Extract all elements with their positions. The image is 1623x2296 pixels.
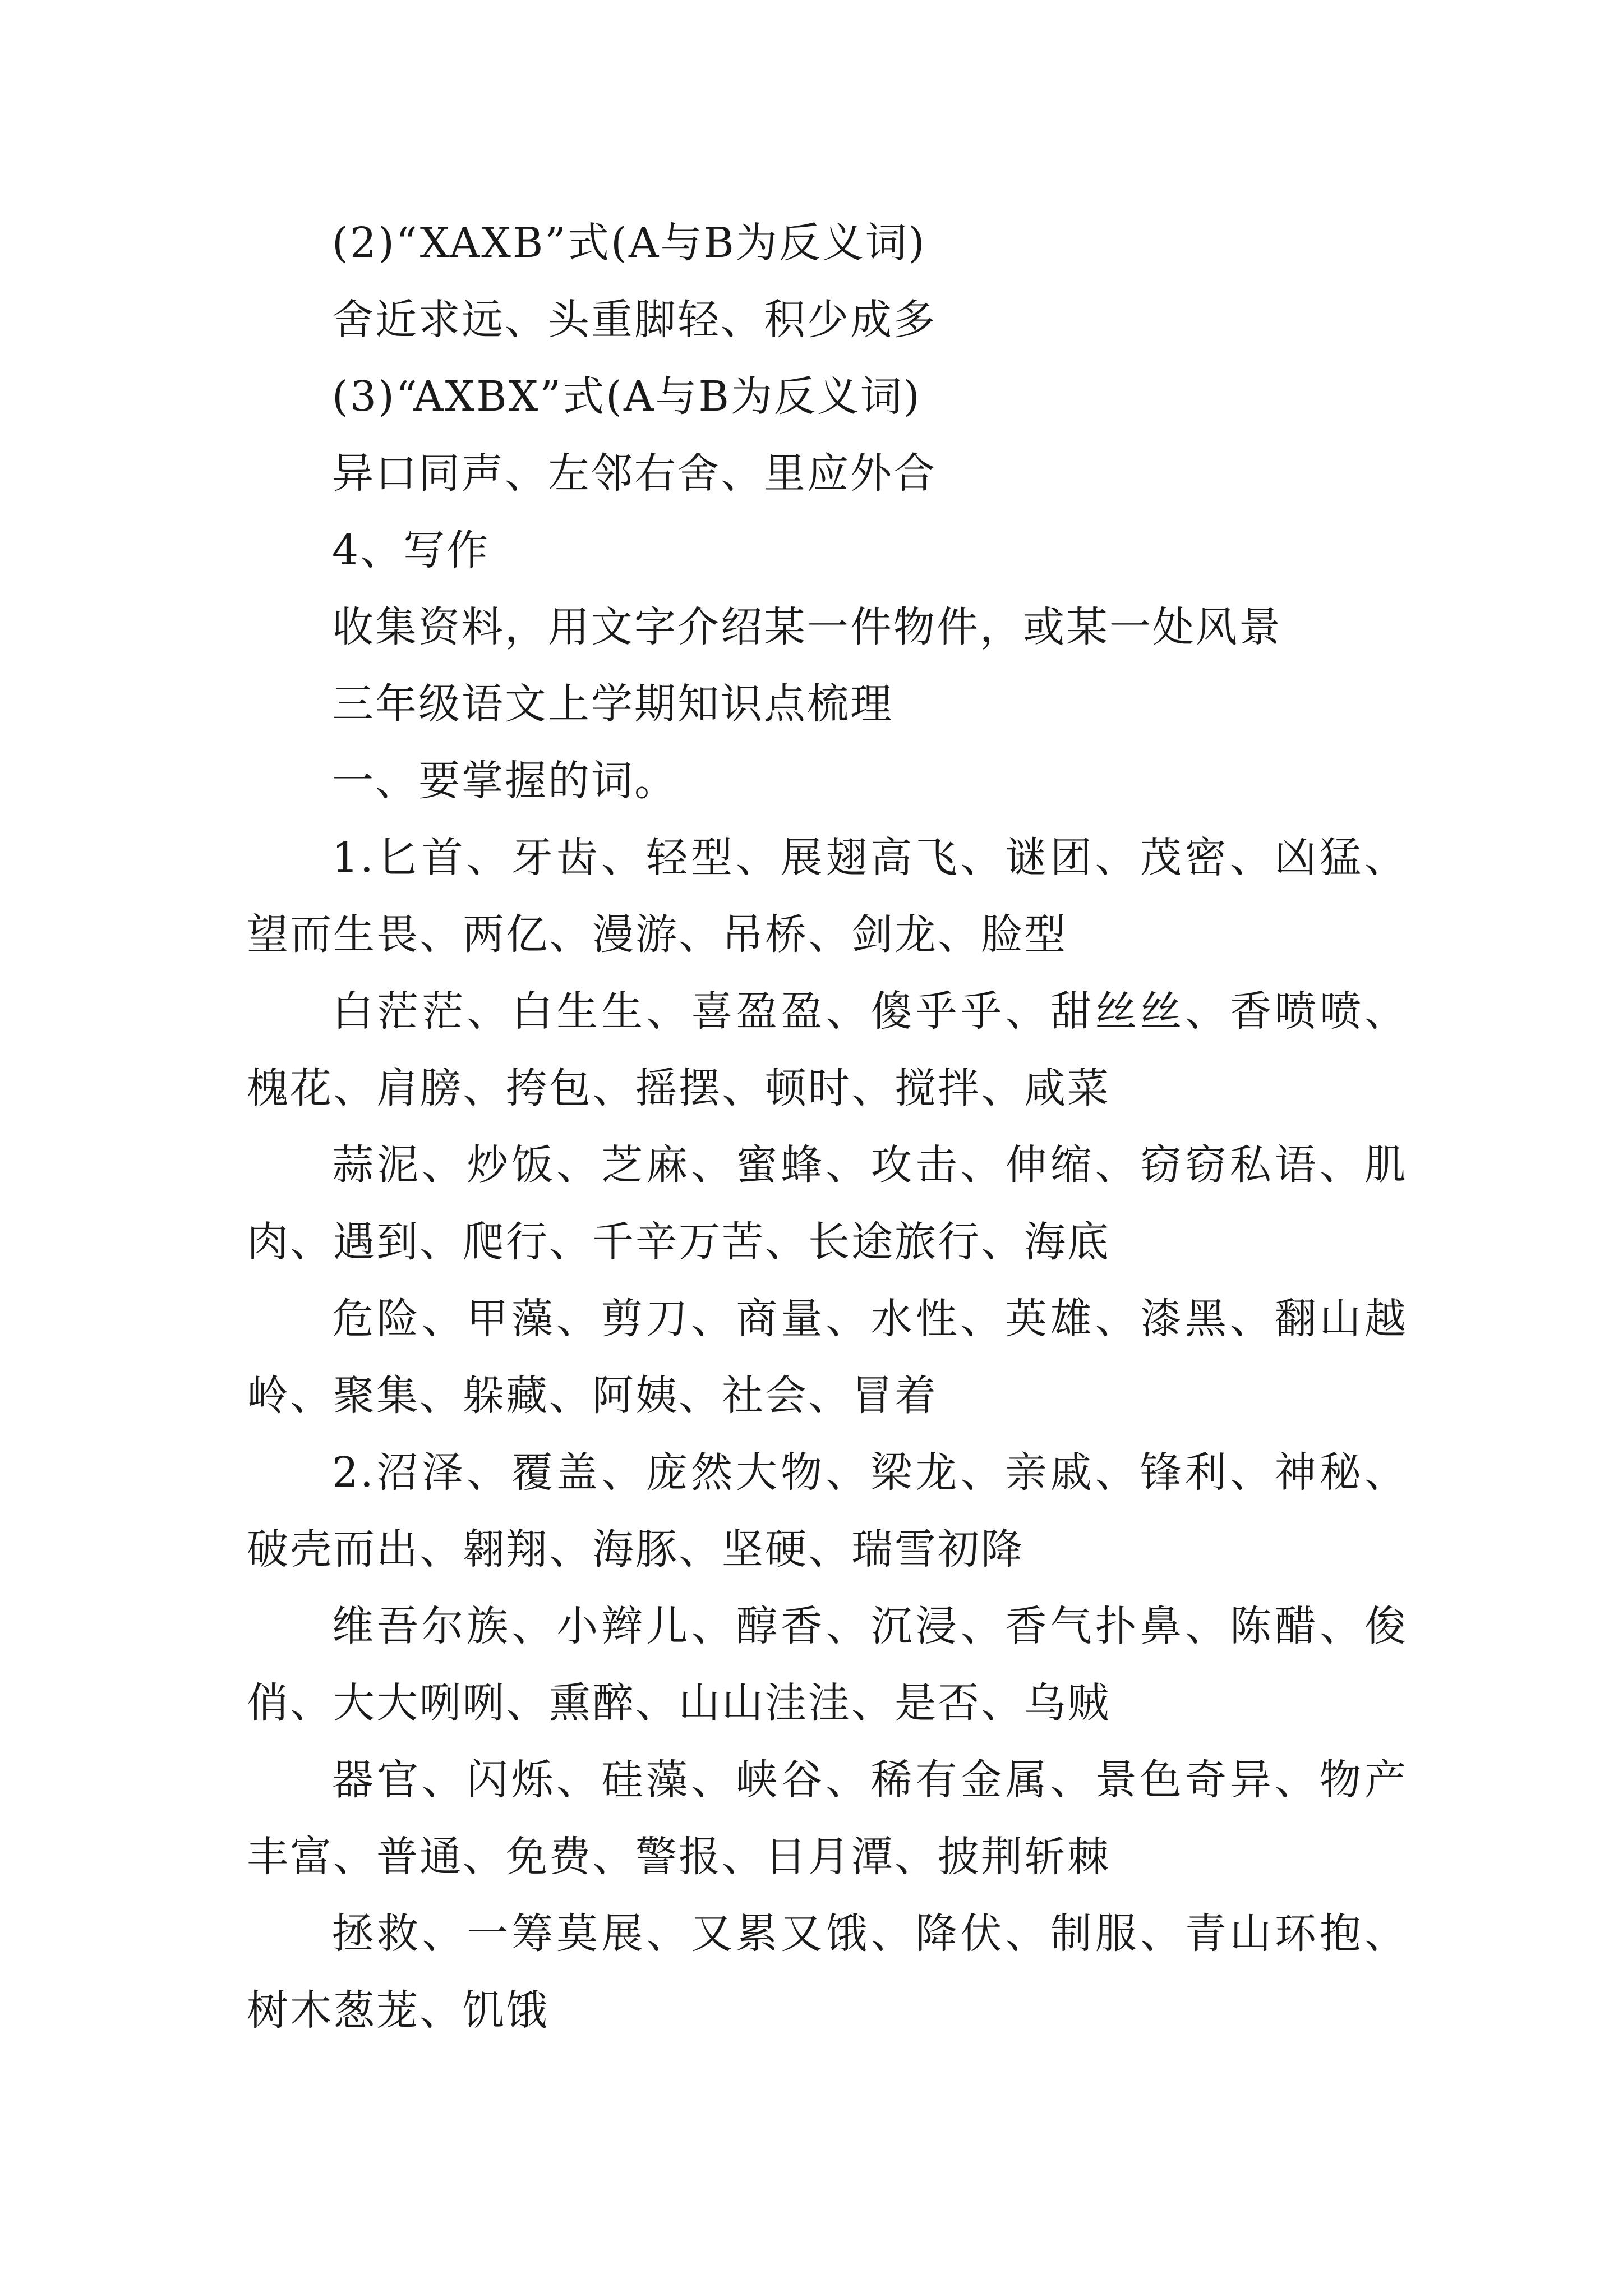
vocabulary-group-4: 危险、甲藻、剪刀、商量、水性、英雄、漆黑、翻山越岭、聚集、躲藏、阿姨、社会、冒着 <box>247 1295 1408 1420</box>
vocabulary-group-8: 拯救、一筹莫展、又累又饿、降伏、制服、青山环抱、树木葱茏、饥饿 <box>247 1910 1408 2035</box>
paragraph-axbx-examples: 异口同声、左邻右舍、里应外合 <box>332 449 937 498</box>
vocabulary-group-1: 1.匕首、牙齿、轻型、展翅高飞、谜团、茂密、凶猛、望而生畏、两亿、漫游、吊桥、剑龙、脸型 <box>247 834 1408 959</box>
section-heading-vocabulary: 一、要掌握的词。 <box>332 757 677 805</box>
document-title: 三年级语文上学期知识点梳理 <box>332 680 893 728</box>
vocabulary-group-5: 2.沼泽、覆盖、庞然大物、梁龙、亲戚、锋利、神秘、破壳而出、翱翔、海豚、坚硬、瑞雪初降 <box>247 1448 1408 1573</box>
section-heading-writing: 4、写作 <box>332 526 490 574</box>
paragraph-xaxb-examples: 舍近求远、头重脚轻、积少成多 <box>332 296 937 344</box>
vocabulary-group-2: 白茫茫、白生生、喜盈盈、傻乎乎、甜丝丝、香喷喷、槐花、肩膀、挎包、摇摆、顿时、搅拌、咸菜 <box>247 987 1408 1112</box>
vocabulary-group-3: 蒜泥、炒饭、芝麻、蜜蜂、攻击、伸缩、窃窃私语、肌肉、遇到、爬行、千辛万苦、长途旅行、海底 <box>247 1141 1408 1266</box>
subheading-xaxb: (2)“XAXB”式(A与B为反义词) <box>332 219 926 267</box>
vocabulary-group-6: 维吾尔族、小辫儿、醇香、沉浸、香气扑鼻、陈醋、俊俏、大大咧咧、熏醉、山山洼洼、是否、乌贼 <box>247 1602 1408 1727</box>
vocabulary-group-7: 器官、闪烁、硅藻、峡谷、稀有金属、景色奇异、物产丰富、普通、免费、警报、日月潭、披荆斩棘 <box>247 1756 1408 1881</box>
paragraph-writing-task: 收集资料，用文字介绍某一件物件，或某一处风景 <box>332 603 1282 651</box>
subheading-axbx: (3)“AXBX”式(A与B为反义词) <box>332 372 921 421</box>
document-body <box>247 205 1408 2049</box>
